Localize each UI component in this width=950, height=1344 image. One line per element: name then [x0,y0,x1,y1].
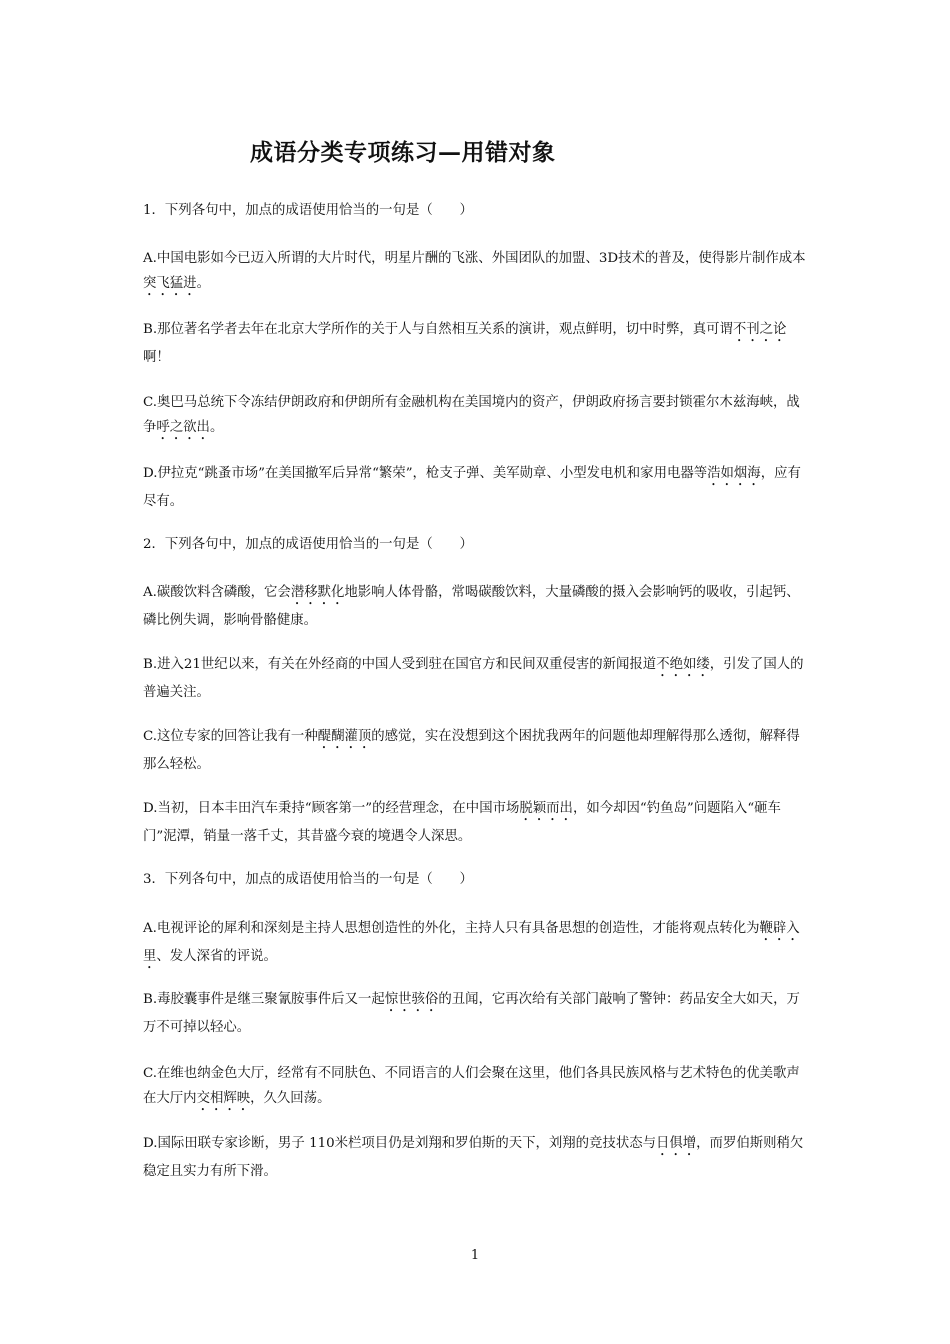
option-text: D.伊拉克“跳蚤市场”在美国撤军后异常“繁荣”，枪支子弹、美军勋章、小型发电机和家用电器等 [143,466,708,481]
question-3-option-c [143,1061,813,1114]
option-text: B.毒胶囊事件是继三聚氰胺事件后又一起 [143,992,385,1007]
dotted-idiom: 不刊之论 [732,322,787,337]
option-text: 的感觉，实在没想到这个困扰我两年的问题他却理解得那么透彻，解释得那么轻松。 [143,729,800,772]
question-2-option-d [143,796,813,849]
dotted-idiom: 脱颖而出 [519,801,573,816]
question-3-option-d [143,1131,813,1184]
option-text: D.当初，日本丰田汽车秉持“顾客第一”的经营理念，在中国市场 [143,801,520,816]
question-1-option-d [143,461,813,514]
option-text: 地影响人体骨骼，常喝碳酸饮料，大量磷酸的摄入会影响钙的吸收，引起钙、磷比例失调，影响骨骼健康。 [143,585,800,628]
question-2-option-a [143,580,813,633]
dotted-idiom: 交相辉映 [196,1091,251,1106]
question-3-option-a [143,916,813,972]
option-text: ，而罗伯斯则稍欠稳定且实力有所下滑。 [143,1136,804,1179]
dotted-idiom: 日俱增 [656,1136,697,1151]
option-text: 。 [209,420,224,435]
option-text: D.国际田联专家诊断，男子 110米栏项目仍是刘翔和罗伯斯的天下，刘翔的竞技状态与 [143,1136,656,1151]
option-text: A.电视评论的犀利和深刻是主持人思想创造性的外化，主持人只有具备思想的创造性，才能将观点转化为 [143,921,760,936]
option-text: B.进入21世纪以来，有关在外经商的中国人受到驻在国官方和民间双重侵害的新闻报道 [143,657,657,672]
option-text: C.在维也纳金色大厅，经常有不同肤色、不同语言的人们会聚在这里，他们各具民族风格与艺术特色的优美歌声在大厅内 [143,1066,800,1106]
question-3-option-b [143,987,813,1040]
dotted-idiom: 潜移默化 [290,585,345,600]
option-text: 、发人深省的评说。 [156,949,277,964]
option-text: ，引发了国人的普遍关注。 [143,657,804,700]
option-text: 的丑闻，它再次给有关部门敲响了警钟：药品安全大如天，万万不可掉以轻心。 [143,992,800,1035]
question-1-option-c [143,390,813,443]
dotted-idiom: 不绝如缕 [656,657,710,672]
option-text: 。 [196,276,210,291]
question-1-stem: 1．下列各句中，加点的成语使用恰当的一句是（ ） [143,203,473,218]
dotted-idiom: 呼之欲出 [156,420,210,435]
dotted-idiom: 鞭辟入里 [143,921,800,964]
option-text: C.奥巴马总统下令冻结伊朗政府和伊朗所有金融机构在美国境内的资产，伊朗政府扬言要封锁霍尔木兹海峡，战争 [143,395,800,435]
question-3-stem: 3．下列各句中，加点的成语使用恰当的一句是（ ） [143,872,473,887]
option-text: B.那位著名学者去年在北京大学所作的关于人与自然相互关系的演讲，观点鲜明，切中时弊，真可谓 [143,322,733,337]
page-title: 成语分类专项练习—用错对象 [250,139,556,166]
option-text: A.碳酸饮料含磷酸，它会 [143,585,291,600]
page-number: 1 [470,1248,480,1263]
question-2-option-b [143,652,813,705]
dotted-idiom: 浩如烟海 [707,466,761,481]
option-text: A.中国电影如今已迈入所谓的大片时代，明星片酬的飞涨、外国团队的加盟、3D技术的普及，使得影片制作成本 [143,251,806,266]
option-text: ，久久回荡。 [250,1091,331,1106]
question-2-stem: 2．下列各句中，加点的成语使用恰当的一句是（ ） [143,537,473,552]
question-1-option-a [143,246,813,299]
dotted-idiom: 醍醐灌顶 [317,729,372,744]
option-text: ，如今却因“钓鱼岛”问题陷入“砸车门”泥潭，销量一落千丈，其昔盛今衰的境遇令人深思。 [143,801,781,844]
dotted-idiom: 惊世骇俗 [384,992,439,1007]
dotted-idiom: 突飞猛进 [143,276,197,291]
option-text: C.这位专家的回答让我有一种 [143,729,318,744]
question-1-option-b [143,317,813,370]
option-text: ，应有尽有。 [143,466,801,509]
option-text: 啊！ [143,350,170,365]
question-2-option-c [143,724,813,777]
